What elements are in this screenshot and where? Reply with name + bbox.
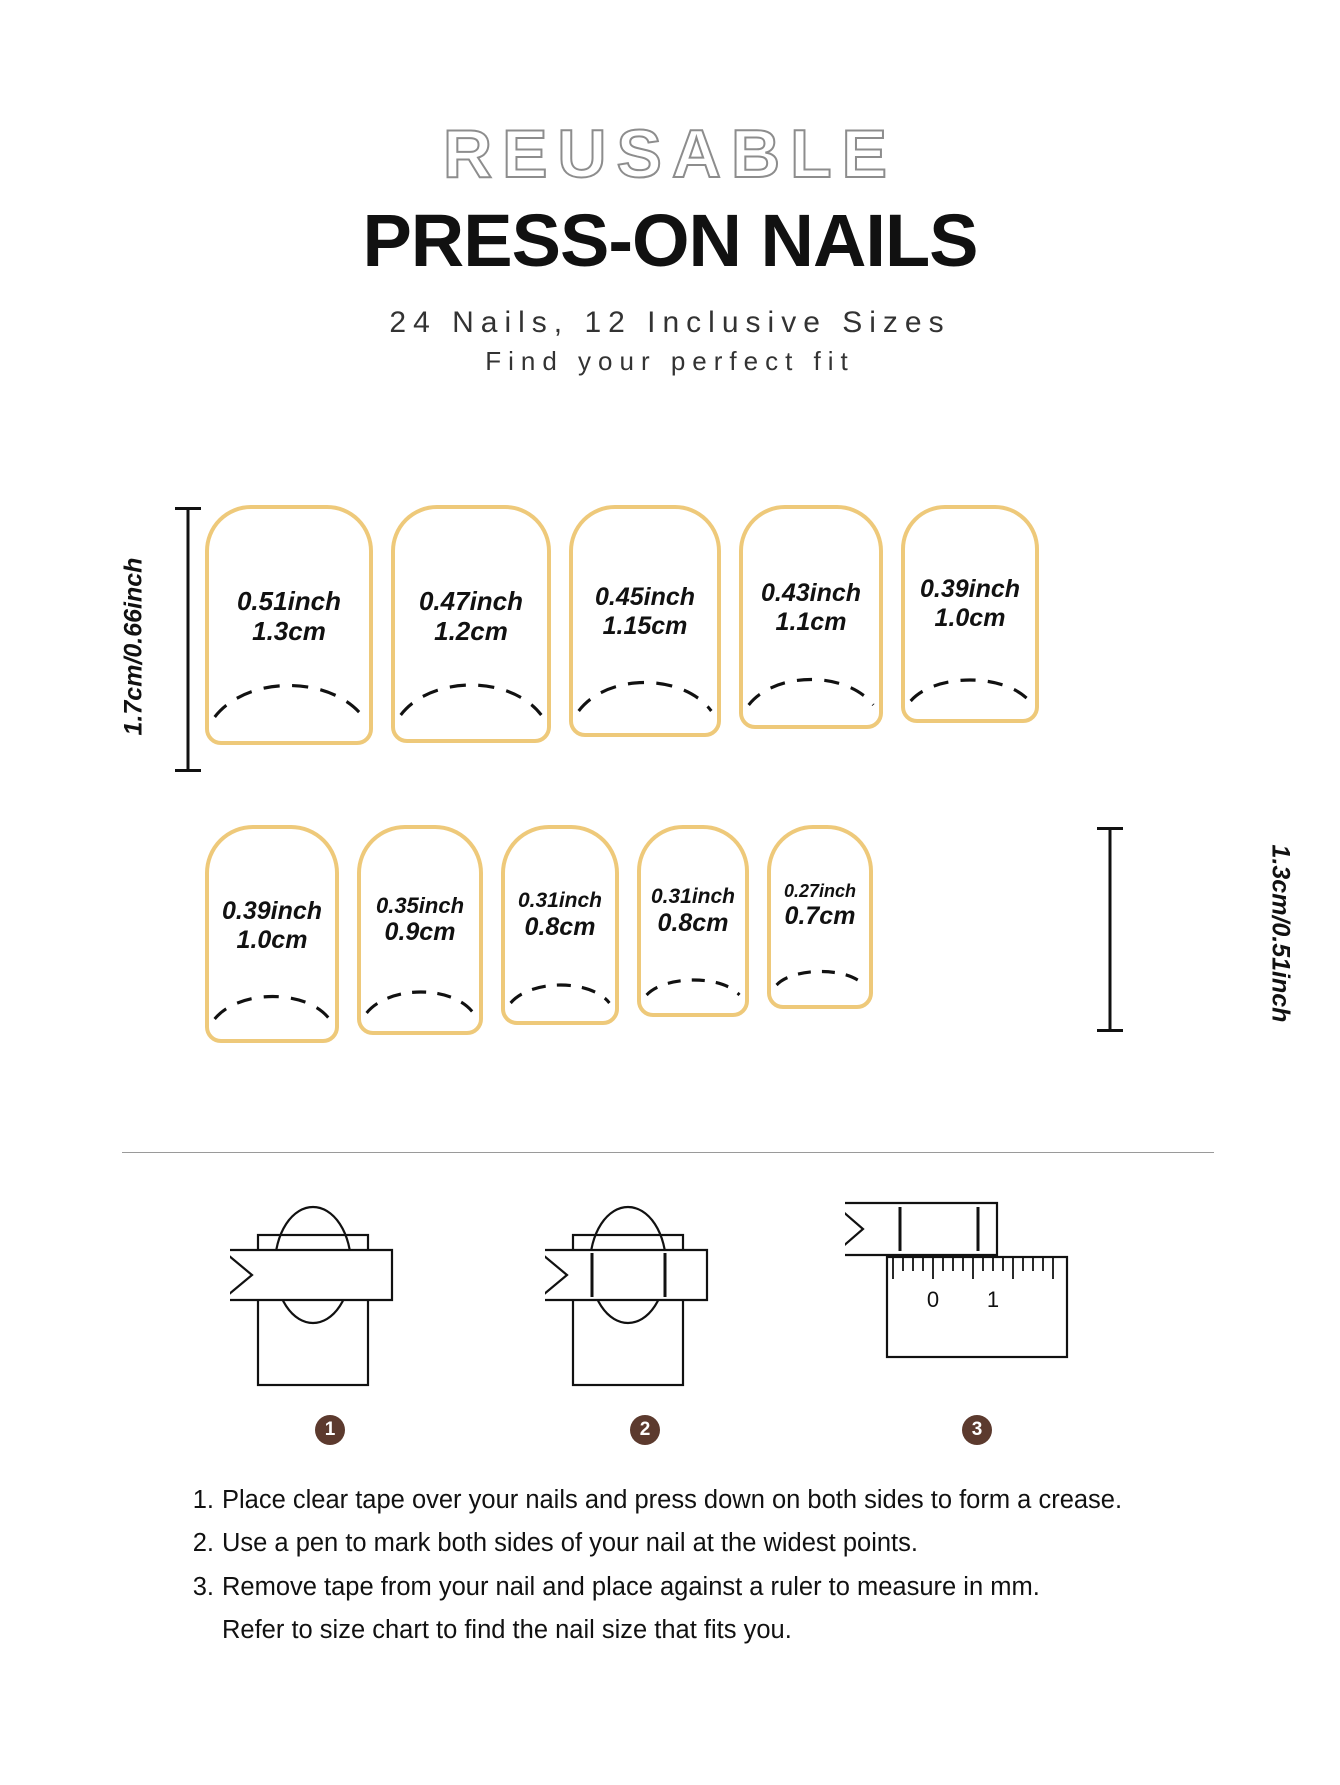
instruction-item bbox=[180, 1567, 1180, 1608]
nail-size-labels bbox=[395, 587, 547, 647]
measure-bar-bottom-row bbox=[1095, 827, 1295, 1032]
subtitle-tagline: Find your perfect fit bbox=[485, 345, 855, 376]
nail-size-labels bbox=[209, 897, 335, 955]
step-diagram-1 bbox=[230, 1195, 430, 1440]
nail-size-labels bbox=[905, 575, 1035, 633]
page-title: PRESS-ON NAILS bbox=[362, 199, 978, 282]
nail-smile-line bbox=[771, 945, 869, 1005]
instruction-number: 3. bbox=[192, 1572, 214, 1601]
ruler-tick-1: 1 bbox=[986, 1287, 1000, 1312]
nail-smile-line bbox=[209, 979, 335, 1039]
instruction-text: Use a pen to mark both sides of your nail at the widest points. bbox=[222, 1529, 918, 1558]
nail-size-inch: 0.39inch bbox=[221, 897, 323, 925]
step-diagram-3 bbox=[845, 1195, 1085, 1440]
nail-size-labels bbox=[573, 583, 717, 641]
nail-size-inch: 0.43inch bbox=[760, 579, 862, 607]
nail-smile-line bbox=[641, 953, 745, 1013]
measure-bar-cap-bottom bbox=[175, 769, 201, 772]
measure-steps bbox=[0, 1195, 1340, 1475]
nail-swatch bbox=[739, 505, 883, 729]
measure-bar-top-row bbox=[119, 507, 203, 772]
nail-size-inch: 0.45inch bbox=[594, 583, 696, 611]
nail-size-inch: 0.31inch bbox=[517, 889, 603, 912]
nail-size-cm: 1.0cm bbox=[236, 925, 308, 954]
nail-size-inch: 0.35inch bbox=[375, 893, 465, 918]
nail-size-inch: 0.27inch bbox=[783, 881, 857, 901]
step-badge-3: 3 bbox=[962, 1415, 992, 1445]
nail-size-labels bbox=[361, 893, 479, 947]
nail-swatch bbox=[205, 505, 373, 745]
nail-size-cm: 0.7cm bbox=[784, 901, 856, 930]
instruction-number: 1. bbox=[192, 1486, 214, 1514]
page-title-outline: REUSABLE bbox=[442, 116, 898, 192]
instruction-continuation: Refer to size chart to find the nail size that fits you. bbox=[222, 1615, 792, 1644]
measure-label-bottom-row: 1.3cm/0.51inch bbox=[1266, 844, 1295, 1023]
nail-size-cm: 1.15cm bbox=[602, 611, 688, 640]
nail-swatch bbox=[569, 505, 721, 737]
measure-bar-line bbox=[187, 507, 190, 772]
nail-size-labels bbox=[505, 889, 615, 942]
instructions-list bbox=[180, 1480, 1180, 1651]
nail-row-large bbox=[205, 505, 1145, 745]
instruction-text: Place clear tape over your nails and press down on both sides to form a crease. bbox=[222, 1486, 1123, 1514]
nail-swatch bbox=[767, 825, 873, 1009]
nail-size-labels bbox=[641, 885, 745, 938]
step-2-illustration bbox=[545, 1195, 745, 1395]
nail-size-cm: 1.3cm bbox=[252, 615, 326, 646]
step-badge-1: 1 bbox=[315, 1415, 345, 1445]
nail-size-inch: 0.31inch bbox=[650, 885, 736, 908]
nail-swatch bbox=[205, 825, 339, 1043]
nail-size-labels bbox=[743, 579, 879, 637]
nail-size-cm: 1.1cm bbox=[775, 607, 847, 636]
instruction-number: 2. bbox=[192, 1529, 214, 1558]
instruction-item bbox=[180, 1523, 1180, 1564]
step-3-illustration bbox=[845, 1195, 1085, 1395]
nail-smile-line bbox=[209, 681, 369, 741]
nail-smile-line bbox=[505, 961, 615, 1021]
nail-swatch bbox=[501, 825, 619, 1025]
subtitle-count: 24 Nails, 12 Inclusive Sizes bbox=[389, 305, 951, 339]
ruler-tick-0: 0 bbox=[926, 1287, 940, 1312]
nail-swatch bbox=[391, 505, 551, 743]
nail-smile-line bbox=[573, 673, 717, 733]
nail-size-cm: 1.0cm bbox=[934, 603, 1006, 632]
step-1-illustration bbox=[230, 1195, 430, 1395]
step-diagram-2 bbox=[545, 1195, 745, 1440]
header bbox=[0, 116, 1340, 377]
nail-smile-line bbox=[905, 659, 1035, 719]
instruction-item bbox=[180, 1480, 1180, 1521]
nail-size-labels bbox=[771, 881, 869, 930]
nail-smile-line bbox=[743, 665, 879, 725]
nail-smile-line bbox=[395, 679, 547, 739]
nail-swatch bbox=[357, 825, 483, 1035]
nail-size-cm: 0.9cm bbox=[384, 918, 456, 947]
measure-bar-cap-bottom bbox=[1097, 1029, 1123, 1032]
instruction-text: Remove tape from your nail and place against a ruler to measure in mm. bbox=[222, 1572, 1040, 1601]
nail-smile-line bbox=[361, 971, 479, 1031]
nail-size-cm: 0.8cm bbox=[657, 909, 729, 938]
nail-row-small bbox=[205, 825, 1145, 1043]
measure-label-top-row: 1.7cm/0.66inch bbox=[119, 557, 148, 736]
nail-swatch bbox=[637, 825, 749, 1017]
nail-size-inch: 0.39inch bbox=[919, 575, 1021, 603]
nail-size-inch: 0.47inch bbox=[418, 586, 524, 616]
nail-swatch bbox=[901, 505, 1039, 723]
nail-size-cm: 0.8cm bbox=[524, 913, 596, 942]
nail-size-inch: 0.51inch bbox=[236, 586, 342, 616]
size-chart bbox=[0, 505, 1340, 1065]
measure-bar-line bbox=[1109, 827, 1112, 1032]
nail-size-labels bbox=[209, 587, 369, 647]
measure-bar-cap-top bbox=[1097, 827, 1123, 830]
measure-bar-cap-top bbox=[175, 507, 201, 510]
step-badge-2: 2 bbox=[630, 1415, 660, 1445]
nail-size-cm: 1.2cm bbox=[434, 615, 508, 646]
section-divider bbox=[122, 1152, 1214, 1153]
